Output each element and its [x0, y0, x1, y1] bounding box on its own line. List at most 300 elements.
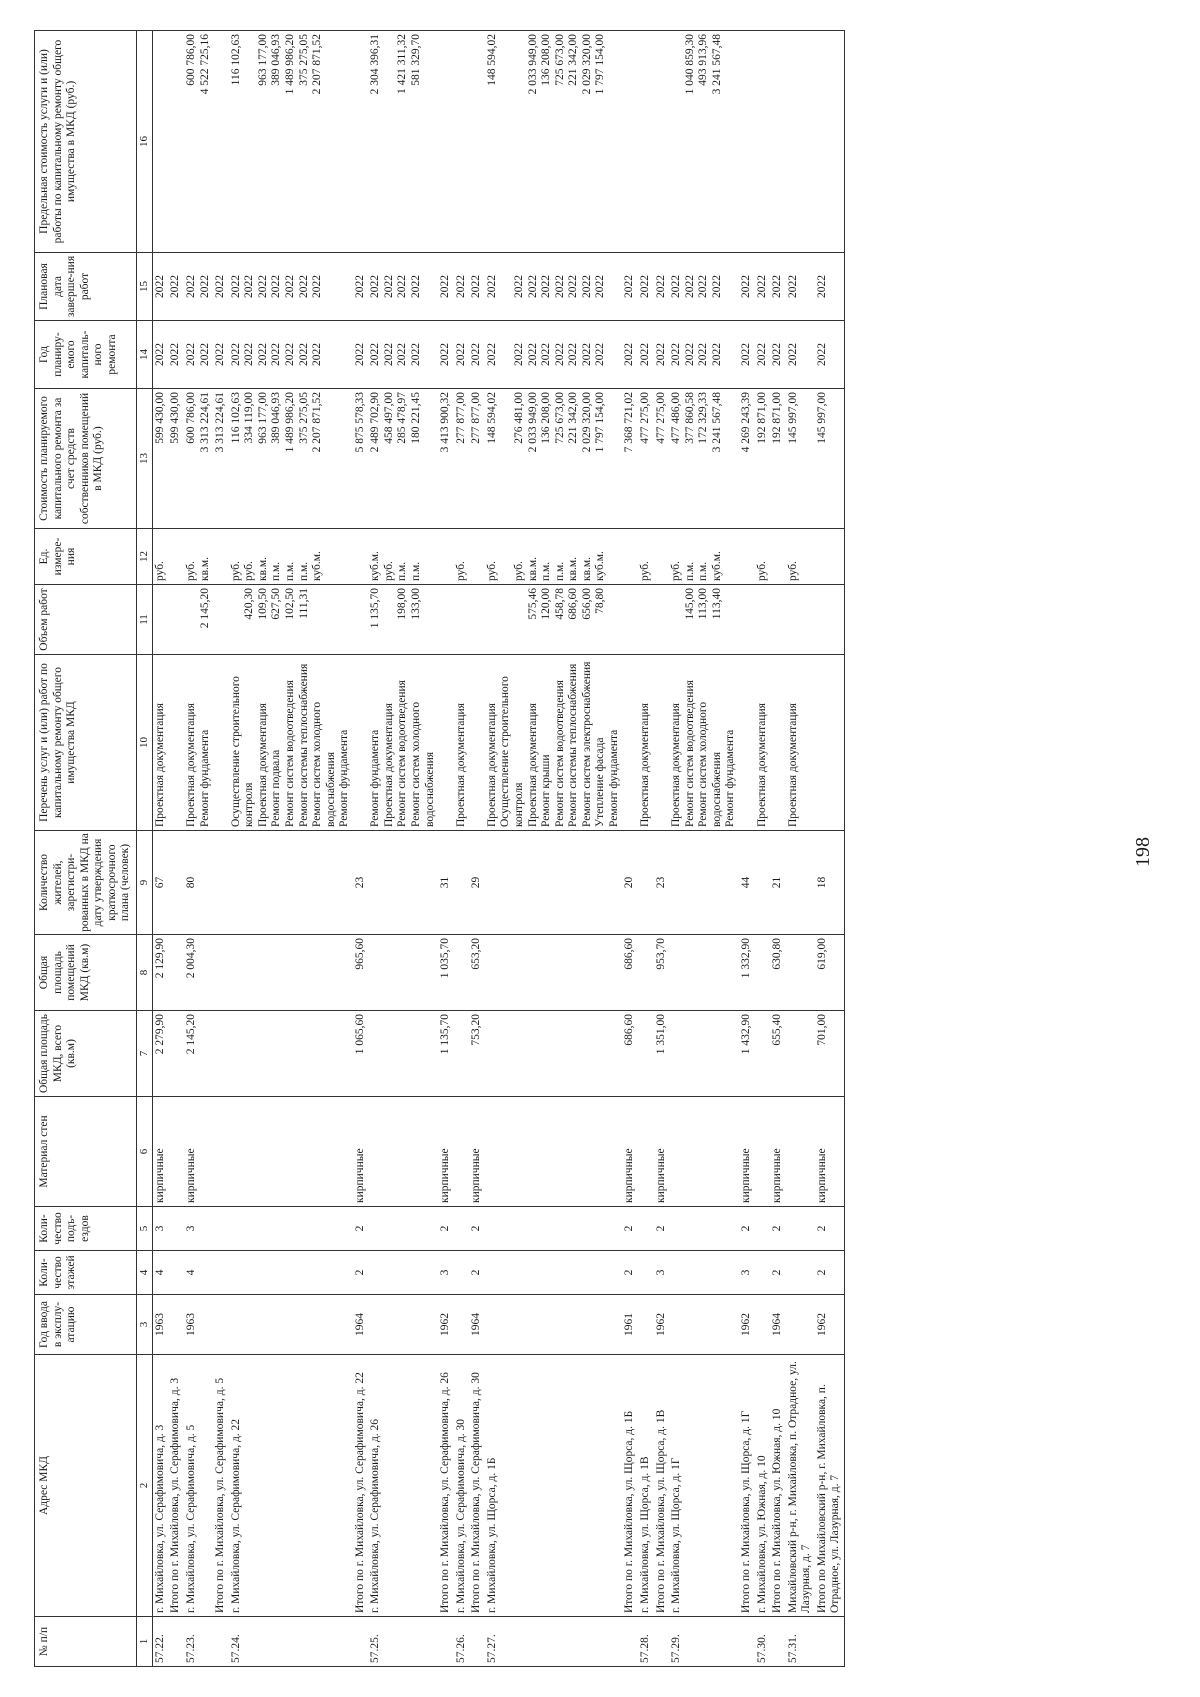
cell-row-number: 57.31.	[786, 1617, 815, 1667]
cell-line	[455, 34, 469, 249]
cell-repair-cost	[454, 389, 470, 529]
cell-address: г. Михайловка, ул. Южная, д. 10	[755, 1355, 771, 1617]
cell-unit	[739, 529, 755, 585]
cell-line: 600 786,00	[185, 34, 198, 86]
cell-max-cost	[669, 31, 739, 253]
cell-line	[639, 588, 653, 651]
cell-wall-material	[213, 1097, 229, 1207]
col-number: 1	[136, 1617, 152, 1667]
cell-line: 627,50	[270, 588, 283, 620]
cell-line	[499, 34, 513, 249]
cell-residents	[755, 831, 771, 935]
cell-completion-date	[638, 253, 654, 321]
cell-line	[354, 532, 368, 581]
cell-line: руб.	[153, 561, 166, 581]
cell-max-cost	[786, 31, 815, 253]
cell-entrances	[669, 1207, 739, 1251]
cell-address: Итого по г. Михайловка, ул. Серафимовича, д. 26	[438, 1355, 454, 1617]
cell-premises-area	[485, 935, 623, 1011]
cell-unit	[438, 529, 454, 585]
cell-line	[513, 588, 527, 651]
cell-line: 3 313 224,61	[214, 392, 227, 453]
cell-line: 458 497,00	[382, 392, 395, 444]
cell-residents	[168, 831, 184, 935]
col-number: 16	[136, 31, 152, 253]
cell-work-type	[213, 655, 229, 831]
cell-line	[470, 588, 484, 651]
cell-floors	[638, 1251, 654, 1295]
cell-line	[499, 256, 513, 317]
cell-line: 377 860,58	[683, 392, 696, 444]
cell-completion-date	[152, 253, 168, 321]
cell-line: 2022	[594, 343, 607, 366]
cell-line: 389 046,93	[270, 392, 283, 444]
cell-total-area	[485, 1011, 623, 1097]
cell-line: 2 029 320,00	[580, 34, 593, 95]
cell-completion-date	[454, 253, 470, 321]
cell-total-area: 753,20	[469, 1011, 485, 1097]
cell-line: Ремонт фундамента	[369, 729, 382, 827]
cell-line	[816, 658, 830, 827]
cell-line: 477 275,00	[639, 392, 652, 444]
cell-entrances	[368, 1207, 438, 1251]
cell-line: 78,80	[594, 588, 607, 614]
cell-residents: 31	[438, 831, 454, 935]
header-row	[35, 31, 137, 1667]
cell-line: 963 177,00	[256, 392, 269, 444]
cell-line: 2022	[396, 275, 409, 298]
cell-line: 2022	[369, 275, 382, 298]
cell-line: кв.м.	[580, 556, 593, 581]
col-number: 7	[136, 1011, 152, 1097]
cell-line	[787, 34, 801, 249]
col-header: Год планиру-емого капиталь-ного ремонта	[35, 321, 137, 389]
cell-residents	[454, 831, 470, 935]
cell-completion-date	[755, 253, 771, 321]
cell-entrances: 2	[654, 1207, 670, 1251]
cell-work-type	[770, 655, 786, 831]
cell-year-built: 1961	[622, 1295, 638, 1355]
table-row	[213, 31, 229, 1667]
col-number: 11	[136, 585, 152, 655]
col-header: Стоимость планируемого капитального ремонта за счет средств собственников помещений в МКД (руб.)	[35, 389, 137, 529]
cell-line: 2022	[670, 275, 683, 298]
cell-work-volume	[353, 585, 369, 655]
cell-residents: 20	[622, 831, 638, 935]
cell-line: 493 913,96	[697, 34, 710, 86]
cell-entrances: 3	[184, 1207, 213, 1251]
cell-line: 686,60	[567, 588, 580, 620]
cell-year-built	[454, 1295, 470, 1355]
cell-line: 2022	[739, 275, 752, 298]
cell-line: 2022	[153, 343, 166, 366]
cell-repair-year	[654, 321, 670, 389]
cell-repair-year	[168, 321, 184, 389]
cell-address: Итого по г. Михайловка, ул. Серафимовича, д. 3	[168, 1355, 184, 1617]
cell-line: 2022	[526, 275, 539, 298]
cell-work-volume	[786, 585, 815, 655]
col-header: Общая площадь МКД, всего (кв.м)	[35, 1011, 137, 1097]
cell-repair-cost	[168, 389, 184, 529]
cell-total-area: 2 279,90	[152, 1011, 168, 1097]
cell-line: 145 997,00	[786, 392, 799, 444]
col-header: Перечень услуг и (или) работ по капитальному ремонту общего имущества МКД	[35, 655, 137, 831]
cell-line: 136 208,00	[540, 34, 553, 86]
cell-line	[439, 532, 453, 581]
cell-max-cost	[213, 31, 229, 253]
cell-premises-area	[229, 935, 353, 1011]
cell-entrances: 2	[353, 1207, 369, 1251]
cell-line: 2022	[786, 343, 799, 366]
cell-line: 2022	[771, 343, 784, 366]
cell-line: 3 413 900,32	[439, 392, 452, 453]
cell-total-area	[454, 1011, 470, 1097]
table-row	[438, 31, 454, 1667]
cell-repair-cost	[638, 389, 654, 529]
cell-work-volume	[638, 585, 654, 655]
cell-year-built	[755, 1295, 771, 1355]
cell-line: 2022	[485, 275, 498, 298]
cell-repair-cost	[438, 389, 454, 529]
cell-unit	[454, 529, 470, 585]
col-header: Материал стен	[35, 1097, 137, 1207]
cell-work-volume	[485, 585, 623, 655]
cell-max-cost	[438, 31, 454, 253]
cell-row-number	[168, 1617, 184, 1667]
cell-line: 2022	[297, 343, 310, 366]
cell-line: 192 871,00	[771, 392, 784, 444]
cell-year-built	[229, 1295, 353, 1355]
cell-line	[623, 658, 637, 827]
cell-repair-year	[638, 321, 654, 389]
cell-line	[214, 658, 228, 827]
cell-line: 375 275,05	[297, 34, 310, 86]
cell-line: Осуществление строительного контроля	[229, 676, 256, 827]
cell-line	[169, 658, 183, 827]
cell-line: 2 207 871,52	[311, 34, 324, 95]
table-row	[152, 31, 168, 1667]
cell-entrances	[168, 1207, 184, 1251]
cell-line: 2 145,20	[198, 588, 211, 629]
cell-unit	[213, 529, 229, 585]
cell-line	[771, 532, 785, 581]
cell-work-type	[669, 655, 739, 831]
cell-line: руб.	[786, 561, 799, 581]
cell-work-volume	[622, 585, 638, 655]
cell-line: 2022	[683, 343, 696, 366]
cell-line	[655, 532, 669, 581]
cell-entrances: 2	[739, 1207, 755, 1251]
col-number: 12	[136, 529, 152, 585]
cell-wall-material: кирпичные	[622, 1097, 638, 1207]
cell-work-type	[229, 655, 353, 831]
cell-line: 477 275,00	[654, 392, 667, 444]
cell-line: 2022	[297, 275, 310, 298]
table-row	[669, 31, 739, 1667]
cell-line: 2022	[470, 275, 483, 298]
cell-repair-year	[353, 321, 369, 389]
cell-line: 2022	[439, 343, 452, 366]
cell-repair-year	[469, 321, 485, 389]
cell-repair-year	[770, 321, 786, 389]
cell-line: 2022	[485, 343, 498, 366]
cell-line: Ремонт системы теплоснабжения	[297, 663, 310, 827]
cell-completion-date	[485, 253, 623, 321]
cell-line: Ремонт систем холодного водоснабжения	[697, 701, 723, 827]
cell-unit	[469, 529, 485, 585]
cell-line: 725 673,00	[553, 392, 566, 444]
cell-year-built: 1962	[654, 1295, 670, 1355]
cell-line: 148 594,02	[485, 392, 498, 444]
cell-residents: 23	[353, 831, 369, 935]
cell-line: 581 329,70	[410, 34, 423, 86]
cell-entrances	[454, 1207, 470, 1251]
cell-line: Ремонт систем холодного водоснабжения	[311, 701, 337, 827]
cell-line: 2022	[256, 275, 269, 298]
cell-line: 2022	[454, 275, 467, 298]
cell-repair-cost	[622, 389, 638, 529]
cell-line: 145 997,00	[815, 392, 828, 444]
cell-line: 2022	[710, 275, 723, 298]
cell-unit	[770, 529, 786, 585]
cell-line	[470, 532, 484, 581]
cell-completion-date	[213, 253, 229, 321]
cell-line: руб.	[755, 561, 768, 581]
cell-residents	[485, 831, 623, 935]
cell-repair-cost	[184, 389, 213, 529]
cell-repair-cost	[229, 389, 353, 529]
cell-line: 2022	[594, 275, 607, 298]
cell-line: 2022	[153, 275, 166, 298]
cell-line: Ремонт подвала	[270, 749, 283, 827]
cell-repair-cost	[213, 389, 229, 529]
col-number: 5	[136, 1207, 152, 1251]
cell-line: руб.	[485, 561, 498, 581]
cell-line: 477 486,00	[670, 392, 683, 444]
cell-premises-area: 1 035,70	[438, 935, 454, 1011]
cell-unit	[755, 529, 771, 585]
cell-line: п.м.	[697, 561, 710, 581]
col-header: Количество жителей, зарегистри-рованных в МКД на дату утверждения краткосрочного плана (человек)	[35, 831, 137, 935]
cell-premises-area	[454, 935, 470, 1011]
cell-line: 1 797 154,00	[594, 34, 607, 95]
cell-line	[354, 34, 368, 249]
cell-row-number	[815, 1617, 845, 1667]
cell-line: 3 241 567,48	[710, 392, 723, 453]
cell-line: кв.м.	[567, 556, 580, 581]
col-header: Год ввода в эксплу-атацию	[35, 1295, 137, 1355]
cell-line: Ремонт фундамента	[338, 729, 351, 827]
cell-residents: 18	[815, 831, 845, 935]
cell-line: 2022	[639, 343, 652, 366]
cell-line: 2022	[815, 275, 828, 298]
cell-premises-area	[168, 935, 184, 1011]
cell-premises-area: 2 129,90	[152, 935, 168, 1011]
col-header: Коли-чество этажей	[35, 1251, 137, 1295]
table-row	[755, 31, 771, 1667]
cell-row-number	[622, 1617, 638, 1667]
table-row	[815, 31, 845, 1667]
cell-wall-material: кирпичные	[739, 1097, 755, 1207]
table-row	[622, 31, 638, 1667]
cell-work-volume	[213, 585, 229, 655]
cell-completion-date	[770, 253, 786, 321]
cell-unit	[229, 529, 353, 585]
cell-line: Проектная документация	[256, 703, 269, 827]
cell-line: 172 329,33	[697, 392, 710, 444]
cell-work-volume	[152, 585, 168, 655]
cell-total-area: 1 351,00	[654, 1011, 670, 1097]
cell-entrances: 2	[770, 1207, 786, 1251]
cell-work-type	[739, 655, 755, 831]
cell-line	[639, 34, 653, 249]
cell-residents: 29	[469, 831, 485, 935]
cell-floors: 4	[184, 1251, 213, 1295]
cell-work-volume	[770, 585, 786, 655]
cell-line	[486, 588, 500, 651]
cell-line: Ремонт систем холодного водоснабжения	[410, 701, 436, 827]
cell-entrances	[638, 1207, 654, 1251]
cell-address: Итого по г. Михайловка, ул. Серафимовича, д. 22	[353, 1355, 369, 1617]
cell-row-number: 57.22.	[152, 1617, 168, 1667]
cell-line: 111,31	[297, 588, 310, 619]
cell-line: Проектная документация	[755, 703, 768, 827]
cell-max-cost	[815, 31, 845, 253]
cell-work-volume	[368, 585, 438, 655]
table-row	[469, 31, 485, 1667]
cell-line: Проектная документация	[153, 703, 166, 827]
cell-year-built	[669, 1295, 739, 1355]
cell-floors	[168, 1251, 184, 1295]
cell-floors: 2	[770, 1251, 786, 1295]
cell-line: 136 208,00	[540, 392, 553, 444]
cell-year-built	[213, 1295, 229, 1355]
cell-repair-cost	[739, 389, 755, 529]
cell-line: 2022	[198, 343, 211, 366]
cell-line: Проектная документация	[382, 703, 395, 827]
cell-unit	[622, 529, 638, 585]
col-number: 9	[136, 831, 152, 935]
cell-line	[756, 34, 770, 249]
cell-line: Ремонт фундамента	[607, 729, 620, 827]
cell-line: 277 877,00	[470, 392, 483, 444]
cell-residents	[638, 831, 654, 935]
cell-line: 2022	[198, 275, 211, 298]
cell-residents: 80	[184, 831, 213, 935]
cell-completion-date	[229, 253, 353, 321]
cell-line: 2022	[270, 343, 283, 366]
cell-year-built: 1962	[815, 1295, 845, 1355]
cell-line: 1 040 859,30	[683, 34, 696, 95]
cell-entrances	[213, 1207, 229, 1251]
cell-line: 375 275,05	[297, 392, 310, 444]
cell-address: Итого по г. Михайловка, ул. Южная, д. 10	[770, 1355, 786, 1617]
cell-line	[816, 588, 830, 651]
cell-repair-year	[229, 321, 353, 389]
cell-line: 2022	[739, 343, 752, 366]
cell-work-volume	[168, 585, 184, 655]
cell-entrances: 3	[152, 1207, 168, 1251]
cell-row-number: 57.24.	[229, 1617, 353, 1667]
cell-year-built	[786, 1295, 815, 1355]
cell-wall-material	[229, 1097, 353, 1207]
cell-year-built	[168, 1295, 184, 1355]
cell-address: г. Михайловка, ул. Серафимовича, д. 5	[184, 1355, 213, 1617]
cell-line: Ремонт крыши	[540, 754, 553, 827]
cell-entrances	[786, 1207, 815, 1251]
cell-floors: 3	[739, 1251, 755, 1295]
cell-line: 4 269 243,39	[739, 392, 752, 453]
cell-line: 1 797 154,00	[594, 392, 607, 453]
cell-line: 2022	[567, 343, 580, 366]
cell-premises-area: 686,60	[622, 935, 638, 1011]
cell-premises-area: 2 004,30	[184, 935, 213, 1011]
table-row	[786, 31, 815, 1667]
cell-line: 2022	[526, 343, 539, 366]
cell-floors: 2	[469, 1251, 485, 1295]
cell-repair-year	[213, 321, 229, 389]
cell-entrances: 2	[622, 1207, 638, 1251]
cell-line: 180 221,45	[410, 392, 423, 444]
cell-work-type	[638, 655, 654, 831]
cell-line: 2022	[697, 275, 710, 298]
cell-work-type	[469, 655, 485, 831]
cell-floors: 3	[438, 1251, 454, 1295]
cell-wall-material	[669, 1097, 739, 1207]
cell-line: 2022	[169, 275, 182, 298]
cell-line: 2022	[755, 343, 768, 366]
col-header: Предельная стоимость услуги и (или) работы по капитальному ремонту общего имущества в МКД (руб.)	[35, 31, 137, 253]
cell-completion-date	[184, 253, 213, 321]
cell-line: кв.м.	[526, 556, 539, 581]
cell-line	[185, 588, 199, 651]
cell-line	[513, 34, 527, 249]
cell-row-number: 57.27.	[485, 1617, 623, 1667]
cell-line: Ремонт фундамента	[724, 729, 737, 827]
cell-address: Итого по г. Михайловка, ул. Серафимовича, д. 5	[213, 1355, 229, 1617]
cell-max-cost	[654, 31, 670, 253]
cell-line: 2022	[553, 275, 566, 298]
cell-line: 1 421 311,32	[396, 34, 409, 94]
cell-line: 2022	[623, 275, 636, 298]
cell-residents	[669, 831, 739, 935]
cell-completion-date	[786, 253, 815, 321]
cell-row-number: 57.23.	[184, 1617, 213, 1667]
cell-address: г. Михайловка, ул. Серафимовича, д. 30	[454, 1355, 470, 1617]
cell-line: 1 135,70	[369, 588, 382, 629]
cell-line: 1 489 986,20	[283, 34, 296, 95]
cell-line: 2022	[353, 275, 366, 298]
cell-floors: 3	[654, 1251, 670, 1295]
cell-work-type	[184, 655, 213, 831]
cell-floors: 2	[815, 1251, 845, 1295]
cell-total-area: 686,60	[622, 1011, 638, 1097]
col-number: 4	[136, 1251, 152, 1295]
cell-line	[354, 658, 368, 827]
cell-line: Проектная документация	[670, 703, 683, 827]
cell-line: 2022	[270, 275, 283, 298]
cell-line: 2022	[540, 343, 553, 366]
col-number: 10	[136, 655, 152, 831]
cell-premises-area: 1 332,90	[739, 935, 755, 1011]
cell-line	[470, 34, 484, 249]
cell-year-built: 1964	[353, 1295, 369, 1355]
cell-row-number	[213, 1617, 229, 1667]
cell-row-number	[469, 1617, 485, 1667]
cell-line: 2022	[540, 275, 553, 298]
cell-line: руб.	[512, 561, 525, 581]
cell-max-cost	[229, 31, 353, 253]
